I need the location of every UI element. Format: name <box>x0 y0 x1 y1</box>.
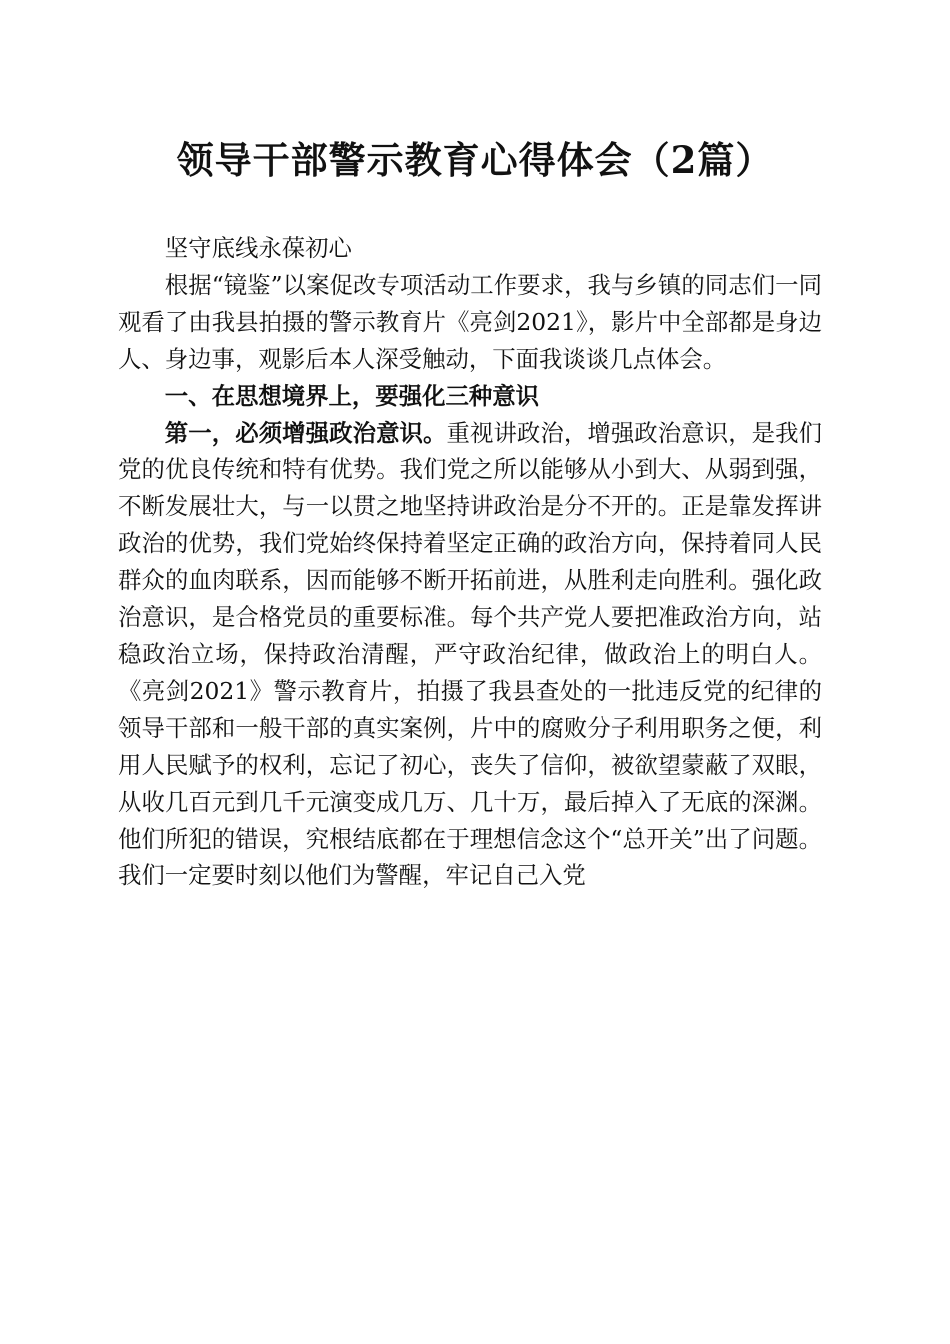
paragraph-body: 重视讲政治，增强政治意识，是我们党的优良传统和特有优势。我们党之所以能够从小到大、从弱到强，不断发展壮大，与一以贯之地坚持讲政治是分不开的。正是靠发挥讲政治的优势，我们党始终保持着坚定正确的政治方向，保持着同人民群众的血肉联系，因而能够不断开拓前进，从胜利走向胜利。强化政治意识，是合格党员的重要标准。每个共产党人要把准政治方向，站稳政治立场，保持政治清醒，严守政治纪律，做政治上的明白人。《亮剑2021》警示教育片，拍摄了我县查处的一批违反党的纪律的领导干部和一般干部的真实案例，片中的腐败分子利用职务之便，利用人民赋予的权利，忘记了初心，丧失了信仰，被欲望蒙蔽了双眼，从收几百元到几千元演变成几万、几十万，最后掉入了无底的深渊。他们所犯的错误，究根结底都在于理想信念这个“总开关”出了问题。我们一定要时刻以他们为警醒，牢记自己入党 <box>118 418 823 890</box>
section-heading: 一、在思想境界上，要强化三种意识 <box>164 381 540 410</box>
body-paragraph <box>118 415 822 895</box>
intro-paragraph: 根据“镜鉴”以案促改专项活动工作要求，我与乡镇的同志们一同观看了由我县拍摄的警示教育片《亮剑2021》，影片中全部都是身边人、身边事，观影后本人深受触动，下面我谈谈几点体会。 <box>118 270 822 373</box>
document-title: 领导干部警示教育心得体会（2篇） <box>176 138 774 182</box>
subtitle: 坚守底线永葆初心 <box>164 234 352 262</box>
document-body <box>118 230 822 894</box>
paragraph-lead: 第一，必须增强政治意识。 <box>164 418 447 447</box>
